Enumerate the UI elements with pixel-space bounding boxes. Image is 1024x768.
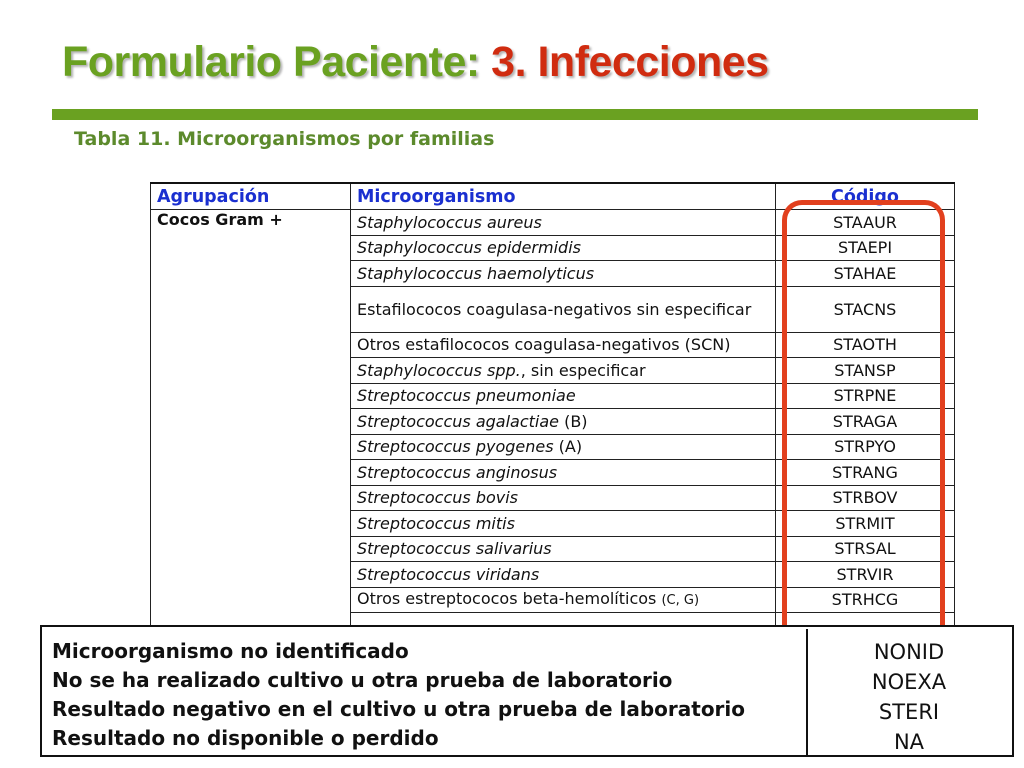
organism-code: STRVIR bbox=[776, 562, 955, 588]
organism-name bbox=[351, 358, 776, 384]
organism-name: Streptococcus bovis bbox=[351, 485, 776, 511]
special-code-value: NA bbox=[893, 730, 925, 754]
organism-name-rest: , sin especificar bbox=[520, 360, 646, 380]
organism-name-italic: Streptococcus pyogenes bbox=[357, 437, 554, 457]
special-codes-values bbox=[807, 629, 1010, 757]
organism-code: STRAGA bbox=[776, 409, 955, 435]
special-codes-table bbox=[44, 629, 1010, 757]
organism-code: STRPYO bbox=[776, 434, 955, 460]
table-header-row bbox=[151, 183, 955, 210]
organism-name: Streptococcus anginosus bbox=[351, 460, 776, 486]
organism-name: Otros estafilococos coagulasa-negativos (SCN) bbox=[351, 332, 776, 358]
organism-name: Streptococcus mitis bbox=[351, 511, 776, 537]
organism-code: STRSAL bbox=[776, 536, 955, 562]
organism-name: Streptococcus pneumoniae bbox=[351, 383, 776, 409]
slide-title bbox=[62, 38, 769, 87]
header-code: Código bbox=[776, 183, 955, 210]
organism-name: Streptococcus salivarius bbox=[351, 536, 776, 562]
organism-name: Staphylococcus aureus bbox=[351, 210, 776, 236]
special-codes-labels bbox=[44, 629, 807, 757]
organism-name: Streptococcus viridans bbox=[351, 562, 776, 588]
organism-name: Staphylococcus epidermidis bbox=[351, 235, 776, 261]
organism-name-main: Otros estreptococos beta-hemolíticos bbox=[357, 589, 657, 609]
header-group: Agrupación bbox=[151, 183, 351, 210]
title-part-red: 3. Infecciones bbox=[491, 38, 769, 86]
title-divider bbox=[52, 109, 978, 120]
organism-name: Estafilococos coagulasa-negativos sin especificar bbox=[351, 286, 776, 332]
organism-code: STRHCG bbox=[776, 587, 955, 613]
organism-name bbox=[351, 587, 776, 613]
special-code-value: STERI bbox=[878, 700, 940, 724]
organism-name bbox=[351, 434, 776, 460]
organism-code: STRBOV bbox=[776, 485, 955, 511]
title-part-green: Formulario Paciente: bbox=[62, 38, 480, 86]
special-code-label: Resultado no disponible o perdido bbox=[52, 726, 439, 750]
microorganism-table bbox=[150, 182, 955, 639]
organism-code: STAHAE bbox=[776, 261, 955, 287]
special-code-value: NOEXA bbox=[871, 670, 947, 694]
organism-name-rest: (B) bbox=[559, 411, 588, 431]
organism-name: Staphylococcus haemolyticus bbox=[351, 261, 776, 287]
table-caption: Tabla 11. Microorganismos por familias bbox=[74, 128, 495, 150]
organism-code: STRMIT bbox=[776, 511, 955, 537]
special-code-label: Microorganismo no identificado bbox=[52, 639, 409, 663]
organism-name-italic: Staphylococcus spp. bbox=[357, 360, 521, 380]
special-code-label: Resultado negativo en el cultivo u otra prueba de laboratorio bbox=[52, 697, 746, 721]
organism-name-rest: (A) bbox=[553, 437, 583, 457]
organism-code: STRANG bbox=[776, 460, 955, 486]
organism-name bbox=[351, 409, 776, 435]
organism-code: STACNS bbox=[776, 286, 955, 332]
organism-code: STRPNE bbox=[776, 383, 955, 409]
group-cell: Cocos Gram + bbox=[151, 210, 351, 639]
organism-name-suffix: (C, G) bbox=[661, 593, 700, 609]
special-code-label: No se ha realizado cultivo u otra prueba de laboratorio bbox=[52, 668, 673, 692]
special-codes-panel bbox=[40, 625, 1014, 757]
organism-code: STANSP bbox=[776, 358, 955, 384]
header-organism: Microorganismo bbox=[351, 183, 776, 210]
organism-code: STAOTH bbox=[776, 332, 955, 358]
special-code-value: NONID bbox=[873, 640, 945, 664]
organism-code: STAAUR bbox=[776, 210, 955, 236]
table-row bbox=[151, 210, 955, 236]
organism-code: STAEPI bbox=[776, 235, 955, 261]
organism-name-italic: Streptococcus agalactiae bbox=[357, 411, 559, 431]
